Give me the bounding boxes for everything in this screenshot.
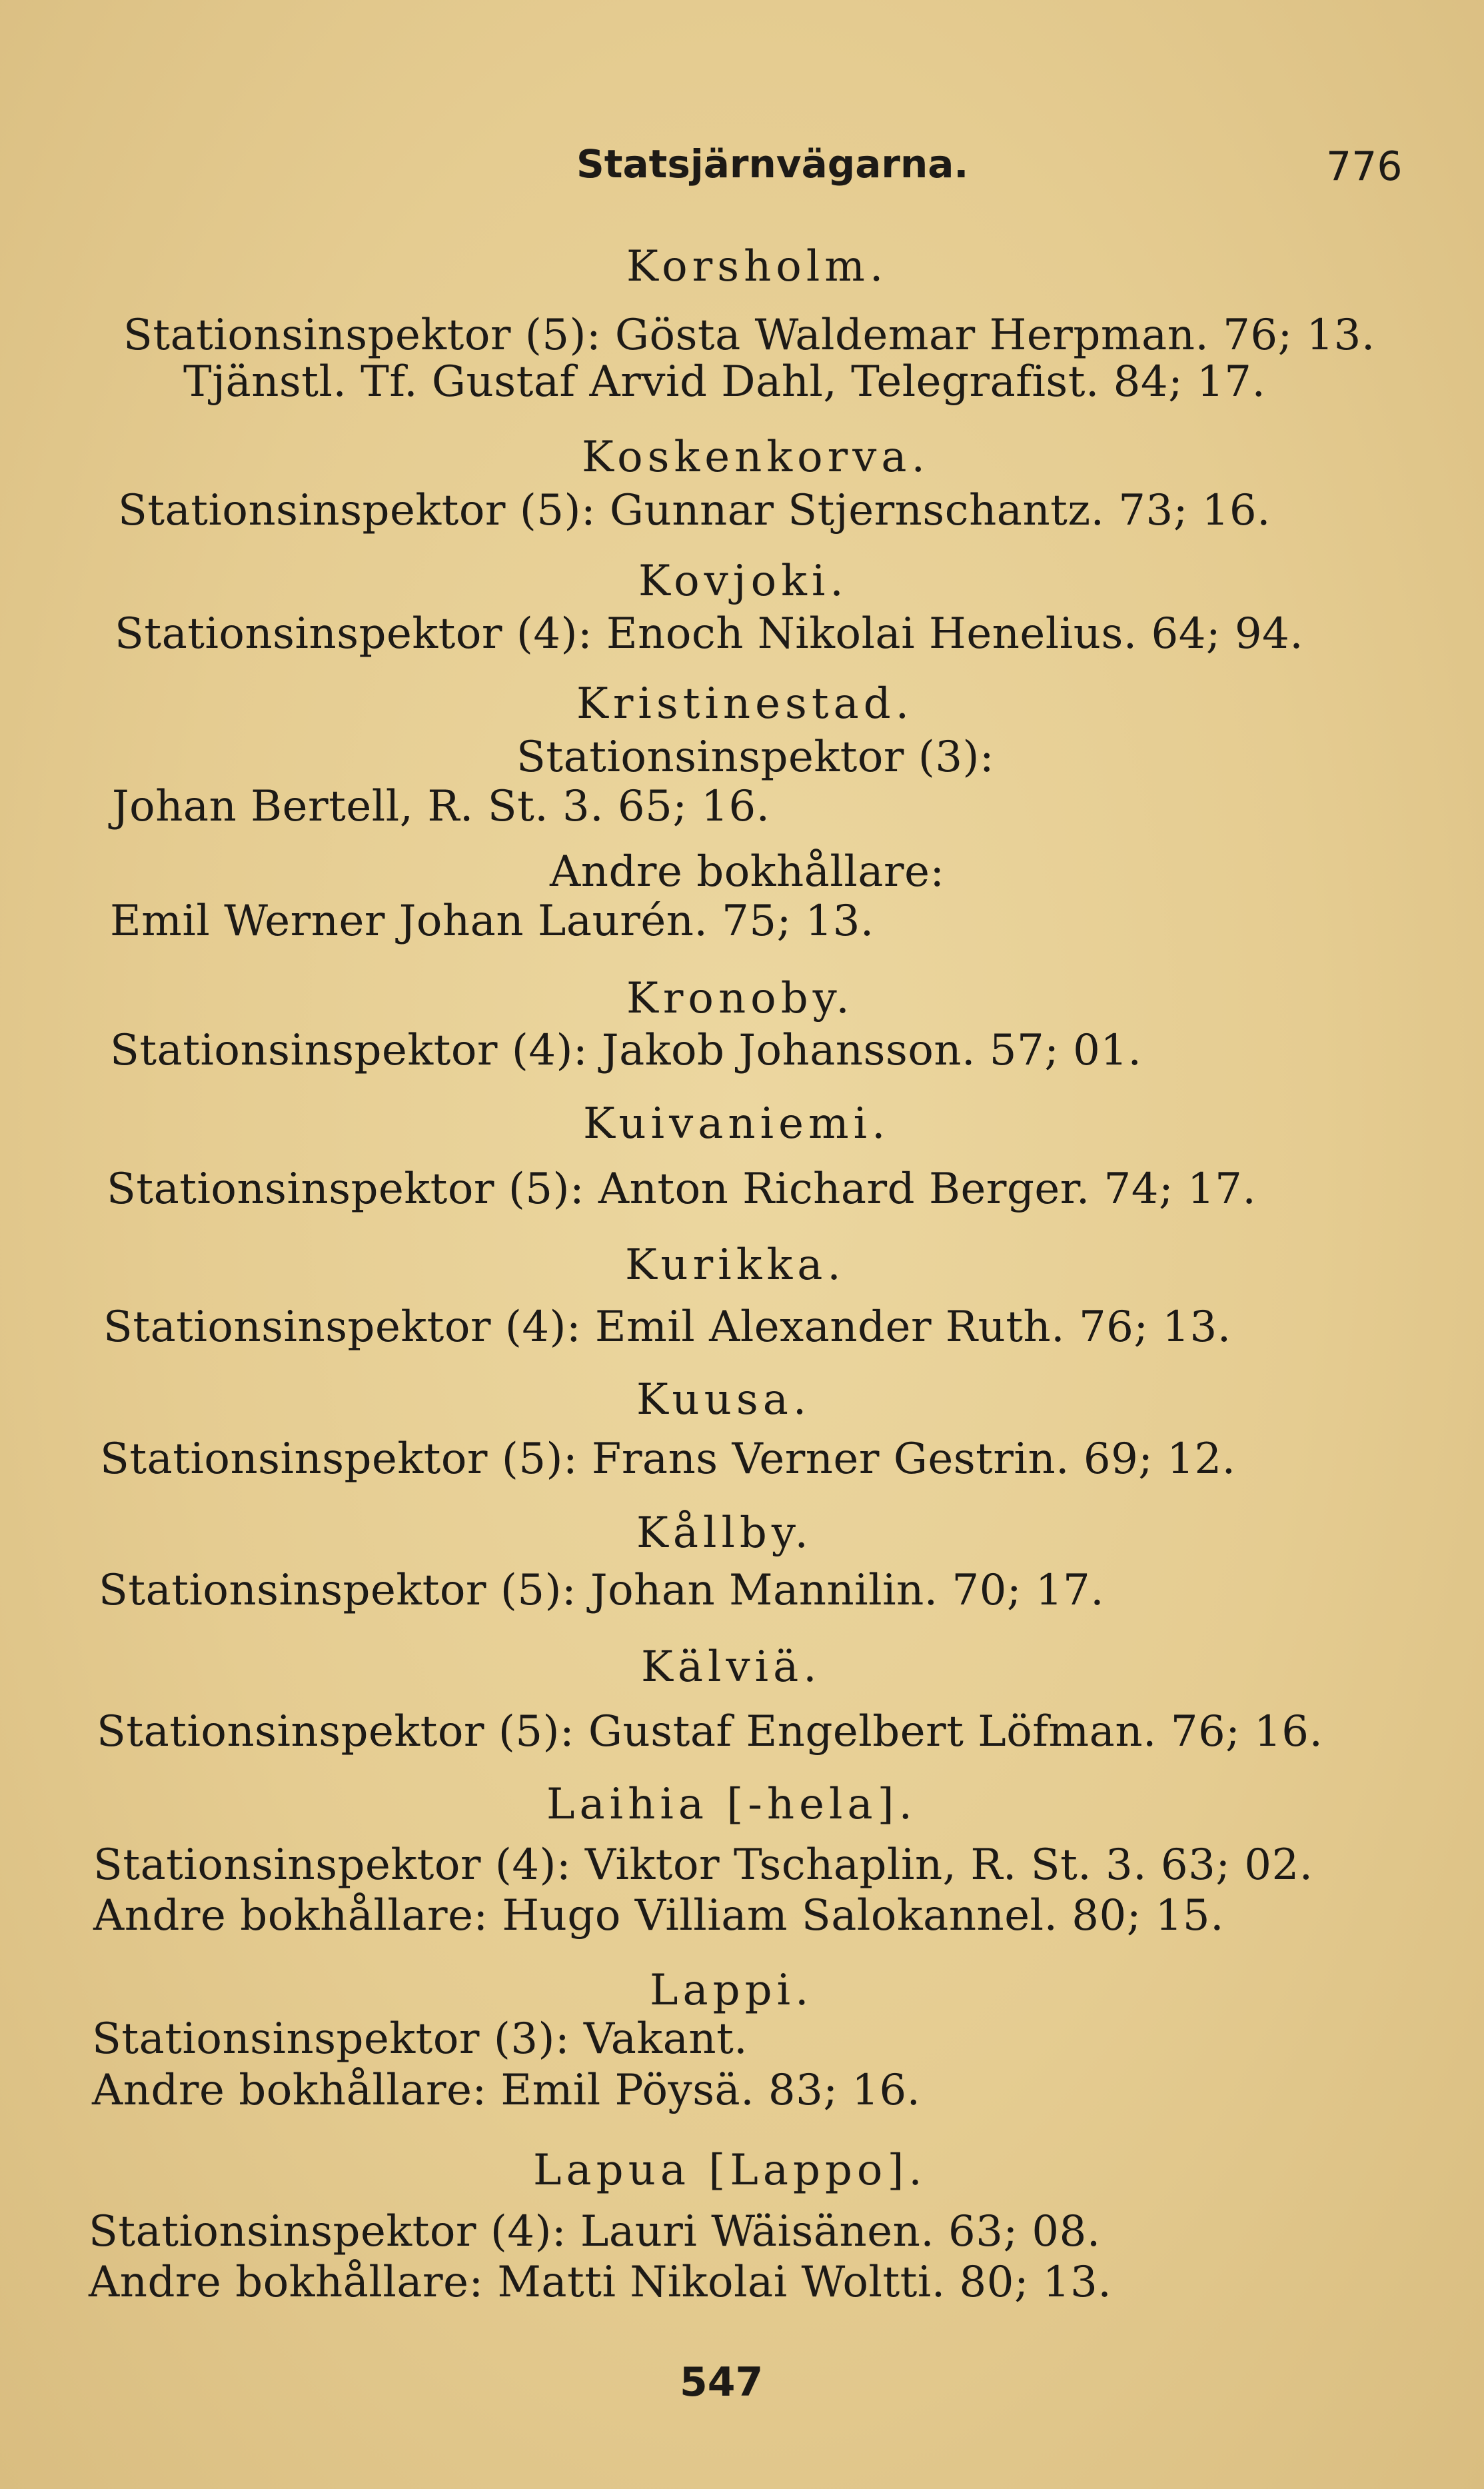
entry-line: Stationsinspektor (3): Vakant.	[92, 2014, 748, 2064]
station-heading: Lapua [Lappo].	[533, 2146, 927, 2195]
station-heading: Lappi.	[650, 1966, 814, 2015]
station-heading: Laihia [-hela].	[546, 1780, 917, 1829]
station-heading: Korsholm.	[626, 242, 888, 291]
entry-line: Stationsinspektor (5): Johan Mannilin. 70; 17.	[99, 1566, 1105, 1615]
entry-line: Andre bokhållare: Matti Nikolai Woltti. 80; 13.	[89, 2258, 1112, 2307]
entry-line: Stationsinspektor (5): Gustaf Engelbert Löfman. 76; 16.	[97, 1707, 1323, 1756]
entry-line: Stationsinspektor (3):	[516, 733, 995, 782]
entry-line: Stationsinspektor (5): Anton Richard Berger. 74; 17.	[107, 1165, 1257, 1214]
entry-line: Stationsinspektor (4): Enoch Nikolai Henelius. 64; 94.	[115, 609, 1304, 659]
running-title: Statsjärnvägarna.	[576, 141, 969, 187]
page-number: 776	[1326, 143, 1403, 190]
entry-line: Andre bokhållare: Hugo Villiam Salokannel. 80; 15.	[93, 1891, 1224, 1940]
entry-line: Johan Bertell, R. St. 3. 65; 16.	[112, 782, 770, 831]
entry-line: Stationsinspektor (4): Emil Alexander Ruth. 76; 13.	[103, 1302, 1231, 1352]
station-heading: Kovjoki.	[638, 557, 848, 606]
entry-line: Stationsinspektor (5): Gunnar Stjernschantz. 73; 16.	[118, 486, 1271, 535]
entry-line: Stationsinspektor (4): Lauri Wäisänen. 63; 08.	[89, 2207, 1101, 2256]
station-heading: Kristinestad.	[576, 679, 914, 729]
station-heading: Kälviä.	[641, 1642, 822, 1692]
station-heading: Kronoby.	[626, 974, 854, 1023]
station-heading: Kuivaniemi.	[583, 1099, 890, 1149]
entry-line: Andre bokhållare: Emil Pöysä. 83; 16.	[92, 2066, 921, 2115]
entry-line: Stationsinspektor (4): Jakob Johansson. 57; 01.	[110, 1026, 1142, 1075]
station-heading: Kållby.	[636, 1508, 813, 1558]
station-heading: Koskenkorva.	[582, 433, 930, 482]
entry-line: Stationsinspektor (5): Frans Verner Gestrin. 69; 12.	[100, 1434, 1236, 1484]
entry-line: Emil Werner Johan Laurén. 75; 13.	[110, 897, 874, 946]
entry-line: Stationsinspektor (4): Viktor Tschaplin, R. St. 3. 63; 02.	[93, 1840, 1313, 1890]
station-heading: Kuusa.	[636, 1375, 812, 1424]
signature-mark: 547	[680, 2359, 764, 2406]
entry-line: Andre bokhållare:	[550, 847, 945, 897]
entry-line: Stationsinspektor (5): Gösta Waldemar Herpman. 76; 13.	[123, 311, 1375, 360]
station-heading: Kurikka.	[625, 1241, 846, 1290]
entry-line: Tjänstl. Tf. Gustaf Arvid Dahl, Telegrafist. 84; 17.	[183, 357, 1266, 407]
